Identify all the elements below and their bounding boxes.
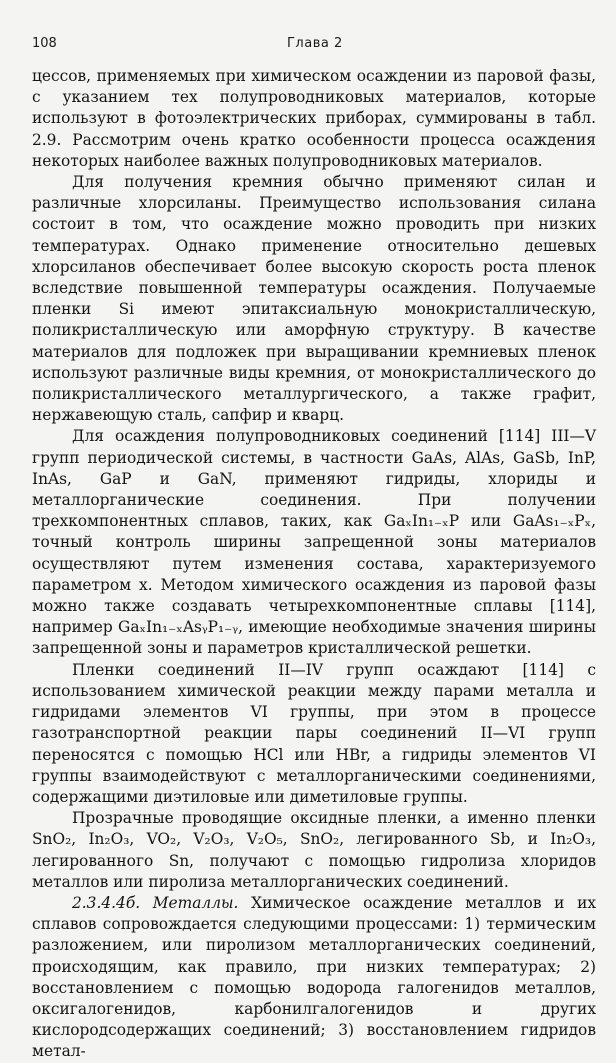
page-header: [32, 36, 596, 62]
page-number: 108: [32, 36, 57, 51]
chapter-title: Глава 2: [287, 36, 343, 51]
section-text: Химическое осаждение металлов и их сплавов сопровождается следующими процессами: 1) термическим разложением, или пиролизом металлорганических соединений, происходящим, как правило, при низких температурах; 2) восстановлением с помощью водорода галогенидов металлов, оксигалогенидов, карбонилгалогенидов и других кислородсодержащих соединений; 3) восстановлением гидридов метал-: [32, 893, 597, 1061]
section-metals: [32, 893, 596, 1063]
paragraph-iii-v: Для осаждения полупроводниковых соединений [114] III—V групп периодической системы, в частности GaAs, AlAs, GaSb, InP, InAs, GaP и GaN, применяют гидриды, хлориды и металлорганические соединения. При получении трехкомпонентных сплавов, таких, как GaₓIn₁₋ₓP или GaAs₁₋ₓPₓ, точный контроль ширины запрещенной зоны материалов осуществляют путем изменения состава, характеризуемого параметром x. Методом химического осаждения из паровой фазы можно также создавать четырехкомпонентные сплавы [114], например GaₓIn₁₋ₓAsᵧP₁₋ᵧ, имеющие необходимые значения ширины запрещенной зоны и параметров кристаллической решетки.: [32, 427, 596, 658]
paragraph-silicon: Для получения кремния обычно применяют силан и различные хлорсиланы. Преимущество использования силана состоит в том, что осаждение можно проводить при низких температурах. Однако применение относительно дешевых хлорсиланов обеспечивает более высокую скорость роста пленок вследствие повышенной температуры осаждения. Получаемые пленки Si имеют эпитаксиальную монокристаллическую, поликристаллическую или аморфную структуру. В качестве материалов для подложек при выращивании кремниевых пленок используют различные виды кремния, от монокристаллического до поликристаллического металлургического, а также графит, нержавеющую сталь, сапфир и кварц.: [32, 173, 596, 425]
paragraph-continuation: цессов, применяемых при химическом осаждении из паровой фазы, с указанием тех полупроводниковых материалов, которые используют в фотоэлектрических приборах, суммированы в табл. 2.9. Рассмотрим очень кратко особенности процесса осаждения некоторых наиболее важных полупроводниковых материалов.: [32, 67, 596, 170]
section-heading: 2.3.4.4б. Металлы.: [72, 893, 239, 912]
paragraph-ii-vi: Пленки соединений II—IV групп осаждают [114] с использованием химической реакции между парами металла и гидридами элементов VI группы, при этом в процессе газотранспортной реакции пары соединений II—VI групп переносятся с помощью HCl или HBr, а гидриды элементов VI группы взаимодействуют с металлорганическими соединениями, содержащими диэтиловые или диметиловые группы.: [32, 660, 596, 806]
body-text: [32, 66, 596, 1063]
paragraph-oxides: Прозрачные проводящие оксидные пленки, а именно пленки SnO₂, In₂O₃, VO₂, V₂O₃, V₂O₅, SnO₂, легированного Sb, и In₂O₃, легированного Sn, получают с помощью гидролиза хлоридов металлов или пиролиза металлорганических соединений.: [32, 809, 596, 891]
